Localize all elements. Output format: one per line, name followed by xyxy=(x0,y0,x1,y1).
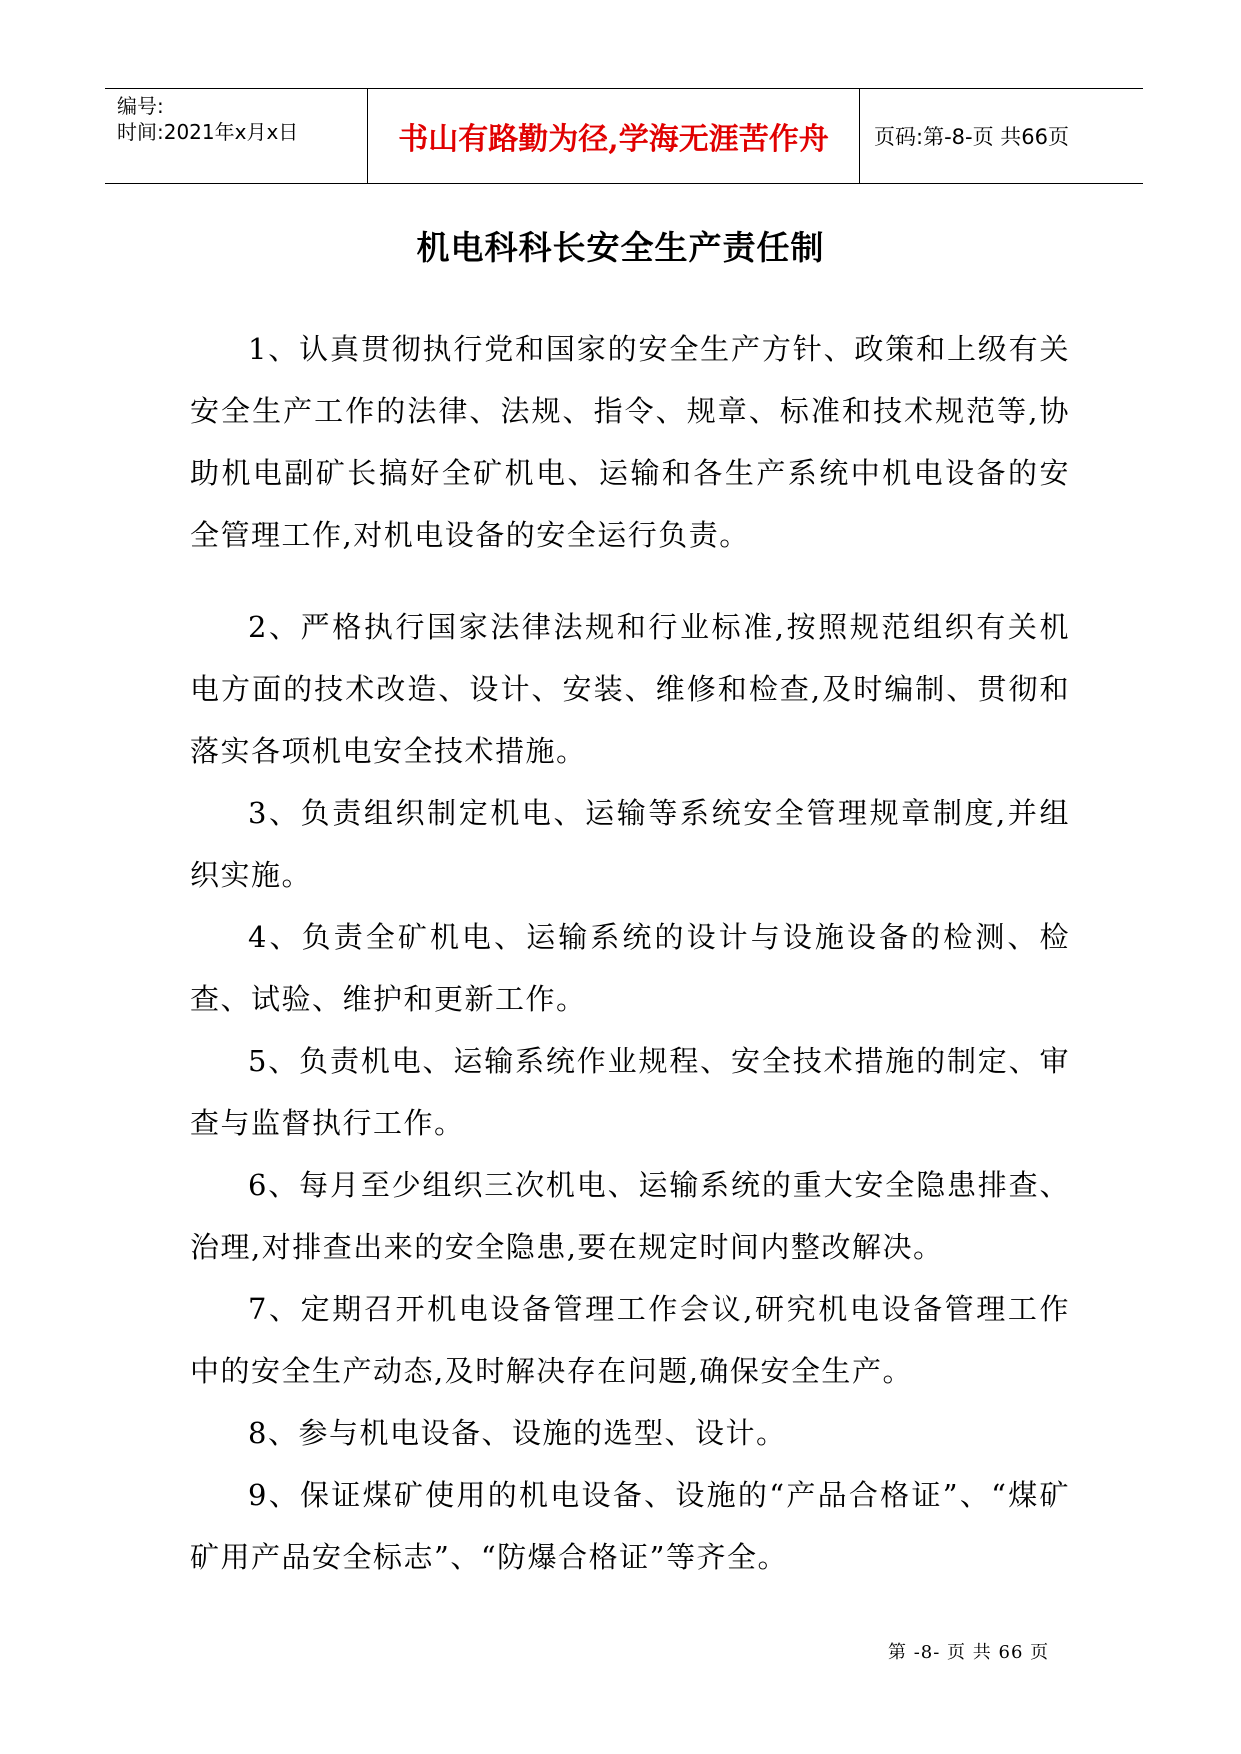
number-label: 编号: xyxy=(117,94,164,118)
paragraph-8: 8、参与机电设备、设施的选型、设计。 xyxy=(248,1416,787,1450)
paragraph-9: 9、保证煤矿使用的机电设备、设施的“产品合格证”、“煤矿矿用产品安全标志”、“防爆合格证”等齐全。 xyxy=(190,1478,1070,1574)
paragraph-4: 4、负责全矿机电、运输系统的设计与设施设备的检测、检查、试验、维护和更新工作。 xyxy=(190,920,1070,1016)
time-label: 时间:2021年x月x日 xyxy=(117,120,299,144)
paragraph-3: 3、负责组织制定机电、运输等系统安全管理规章制度,并组织实施。 xyxy=(190,796,1070,892)
header-motto: 书山有路勤为径,学海无涯苦作舟 xyxy=(368,89,860,183)
paragraph-5: 5、负责机电、运输系统作业规程、安全技术措施的制定、审查与监督执行工作。 xyxy=(190,1044,1070,1140)
paragraph-1: 1、认真贯彻执行党和国家的安全生产方针、政策和上级有关安全生产工作的法律、法规、指令、规章、标准和技术规范等,协助机电副矿长搞好全矿机电、运输和各生产系统中机电设备的安全管理工作,对机电设备的安全运行负责。 xyxy=(190,332,1070,552)
header-page-code: 页码:第-8-页 共66页 xyxy=(874,125,1069,149)
document-title: 机电科科长安全生产责任制 xyxy=(416,228,825,267)
document-body xyxy=(190,318,1070,1588)
header-meta xyxy=(105,89,368,183)
page-footer: 第 -8- 页 共 66 页 xyxy=(888,1642,1050,1663)
paragraph-2: 2、严格执行国家法律法规和行业标准,按照规范组织有关机电方面的技术改造、设计、安装、维修和检查,及时编制、贯彻和落实各项机电安全技术措施。 xyxy=(190,610,1070,768)
page-header xyxy=(105,88,1143,184)
paragraph-6: 6、每月至少组织三次机电、运输系统的重大安全隐患排查、治理,对排查出来的安全隐患,要在规定时间内整改解决。 xyxy=(190,1168,1070,1264)
paragraph-7: 7、定期召开机电设备管理工作会议,研究机电设备管理工作中的安全生产动态,及时解决存在问题,确保安全生产。 xyxy=(190,1292,1070,1388)
